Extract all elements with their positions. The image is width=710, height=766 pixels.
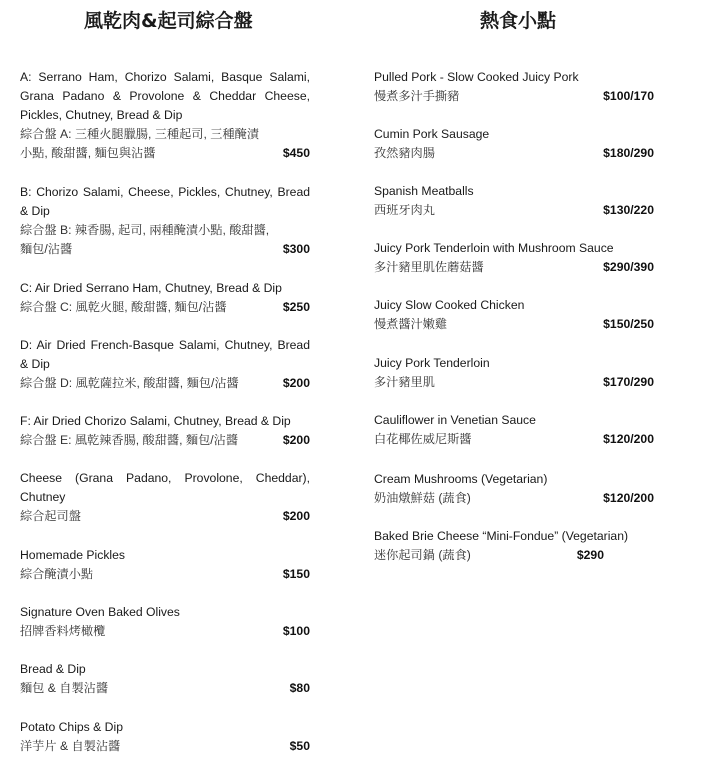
item-name-en: Juicy Slow Cooked Chicken <box>374 298 525 312</box>
menu-item <box>20 336 310 393</box>
item-name-zh: 綜合盤 B: 辣香腸, 起司, 兩種醃漬小點, 酸甜醬, 麵包/沾醬 <box>20 223 270 256</box>
item-price: $130/220 <box>603 203 654 217</box>
menu-item <box>20 546 310 584</box>
item-name-en: Spanish Meatballs <box>374 184 474 198</box>
menu-item <box>374 182 656 220</box>
item-name-en: F: Air Dried Chorizo Salami, Chutney, Bread & Dip <box>20 414 291 428</box>
item-name-zh: 綜合盤 A: 三種火腿臘腸, 三種起司, 三種醃漬小點, 酸甜醬, 麵包與沾醬 <box>20 127 260 160</box>
menu-item <box>374 68 656 106</box>
item-name-en: Baked Brie Cheese “Mini-Fondue” (Vegetarian) <box>374 529 629 543</box>
menu-item <box>20 603 310 641</box>
item-price: $150 <box>282 567 310 581</box>
menu-item <box>20 68 310 163</box>
item-price: $290/390 <box>603 260 654 274</box>
item-name-en: Cauliflower in Venetian Sauce <box>374 413 536 427</box>
item-name-zh: 洋芋片 & 自製沾醬 <box>20 739 121 753</box>
menu-item <box>374 239 656 277</box>
item-name-en: D: Air Dried French-Basque Salami, Chutney, Bread & Dip <box>20 338 310 371</box>
item-name-zh: 綜合盤 E: 風乾辣香腸, 酸甜醬, 麵包/沾醬 <box>20 433 239 447</box>
item-name-zh: 迷你起司鍋 (蔬食) <box>374 548 471 562</box>
item-price: $50 <box>289 739 310 753</box>
item-name-zh: 奶油燉鮮菇 (蔬食) <box>374 491 471 505</box>
item-price: $180/290 <box>603 146 654 160</box>
item-name-en: Juicy Pork Tenderloin <box>374 356 490 370</box>
item-name-en: A: Serrano Ham, Chorizo Salami, Basque Salami, Grana Padano & Provolone & Cheddar Cheese, Pickles, Chutney, Bread & Dip <box>20 70 310 122</box>
item-price: $150/250 <box>603 317 654 331</box>
item-name-zh: 慢煮醬汁嫩雞 <box>374 317 448 331</box>
item-name-zh: 多汁豬里肌佐蘑菇醬 <box>374 260 484 274</box>
item-name-en: Cheese (Grana Padano, Provolone, Cheddar), Chutney <box>20 471 310 504</box>
item-name-zh: 綜合起司盤 <box>20 509 81 523</box>
item-price: $200 <box>282 376 310 390</box>
item-price: $300 <box>282 242 310 256</box>
item-name-zh: 西班牙肉丸 <box>374 203 435 217</box>
menu-item <box>374 527 656 565</box>
menu-item <box>374 411 656 449</box>
menu-item <box>374 470 656 508</box>
menu-item <box>20 279 310 317</box>
item-name-en: B: Chorizo Salami, Cheese, Pickles, Chutney, Bread & Dip <box>20 185 310 218</box>
item-name-en: Cumin Pork Sausage <box>374 127 490 141</box>
menu-item <box>374 125 656 163</box>
item-price: $200 <box>282 433 310 447</box>
item-name-en: C: Air Dried Serrano Ham, Chutney, Bread & Dip <box>20 281 282 295</box>
menu-item <box>20 660 310 698</box>
menu-item <box>20 183 310 259</box>
item-name-en: Juicy Pork Tenderloin with Mushroom Sauce <box>374 241 614 255</box>
item-name-en: Pulled Pork - Slow Cooked Juicy Pork <box>374 70 579 84</box>
item-name-zh: 麵包 & 自製沾醬 <box>20 681 109 695</box>
item-name-zh: 孜然豬肉腸 <box>374 146 435 160</box>
item-price: $170/290 <box>603 375 654 389</box>
item-price: $250 <box>282 300 310 314</box>
item-price: $200 <box>282 509 310 523</box>
item-name-en: Potato Chips & Dip <box>20 720 123 734</box>
right-section-heading: 熱食小點 <box>480 10 557 32</box>
item-price: $120/200 <box>603 491 654 505</box>
item-name-zh: 綜合盤 C: 風乾火腿, 酸甜醬, 麵包/沾醬 <box>20 300 227 314</box>
item-name-en: Signature Oven Baked Olives <box>20 605 180 619</box>
menu-item <box>20 469 310 526</box>
item-price: $120/200 <box>603 432 654 446</box>
item-name-zh: 白花椰佐威尼斯醬 <box>374 432 472 446</box>
item-name-zh: 招牌香料烤橄欖 <box>20 624 106 638</box>
left-section-heading: 風乾肉&起司綜合盤 <box>84 10 253 32</box>
item-price: $80 <box>289 681 310 695</box>
item-price: $290 <box>576 548 604 562</box>
item-name-zh: 綜合醃漬小點 <box>20 567 94 581</box>
item-name-zh: 多汁豬里肌 <box>374 375 435 389</box>
item-price: $100 <box>282 624 310 638</box>
item-name-zh: 慢煮多汁手撕豬 <box>374 89 460 103</box>
menu-item <box>20 718 310 756</box>
menu-item <box>20 412 310 450</box>
item-name-en: Homemade Pickles <box>20 548 125 562</box>
menu-item <box>374 354 656 392</box>
item-name-en: Bread & Dip <box>20 662 86 676</box>
item-name-en: Cream Mushrooms (Vegetarian) <box>374 472 548 486</box>
item-price: $100/170 <box>603 89 654 103</box>
item-name-zh: 綜合盤 D: 風乾薩拉米, 酸甜醬, 麵包/沾醬 <box>20 376 239 390</box>
menu-item <box>374 296 656 334</box>
item-price: $450 <box>282 146 310 160</box>
